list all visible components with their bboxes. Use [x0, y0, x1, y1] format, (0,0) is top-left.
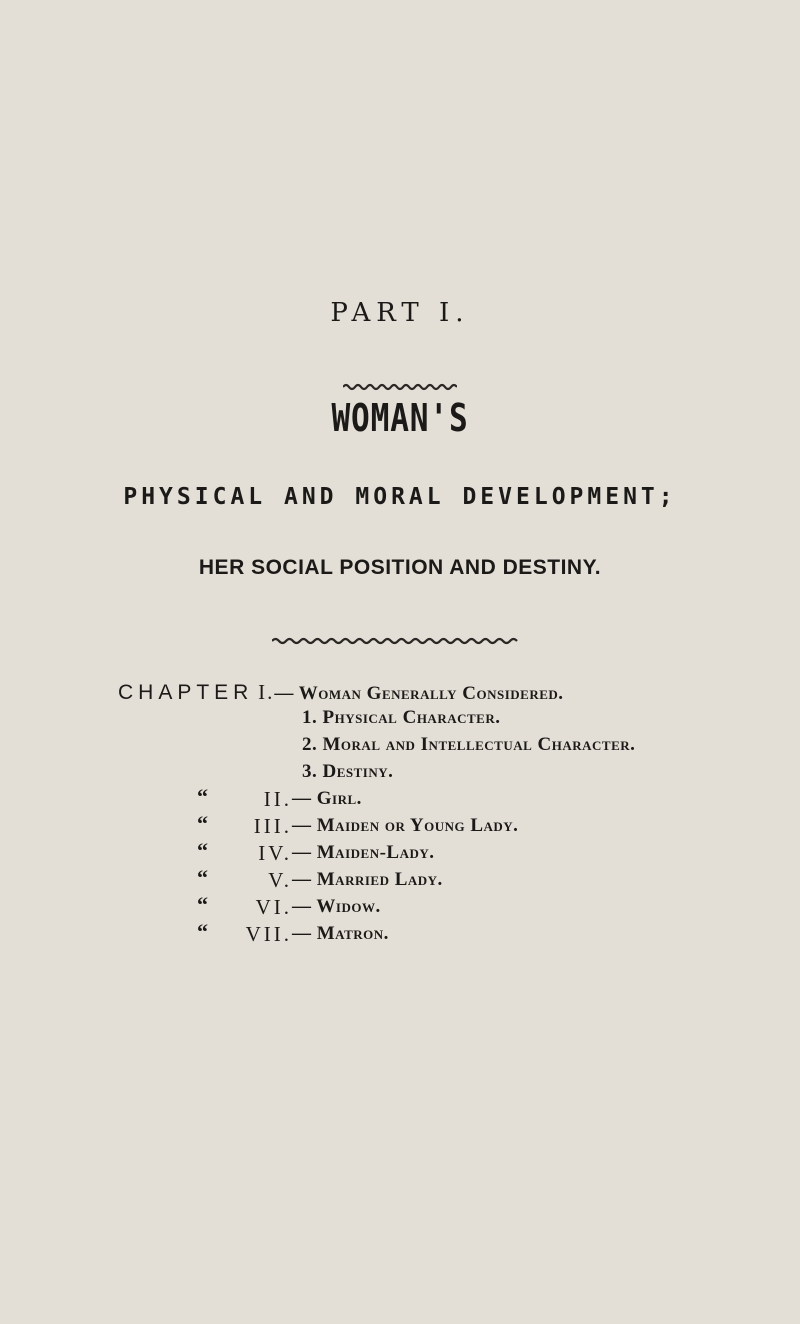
ditto-mark: “ — [197, 811, 208, 836]
chapter-1-title: — Woman Generally Considered. — [274, 683, 564, 704]
chapter-7-numeral: VII. — [245, 922, 292, 946]
toc-section-3: 3. Destiny. — [302, 761, 394, 782]
chapter-3-numeral: III. — [253, 814, 292, 838]
chapter-2-numeral: II. — [263, 787, 292, 811]
toc-section-2: 2. Moral and Intellectual Character. — [302, 734, 636, 755]
chapter-6-numeral: VI. — [255, 895, 292, 919]
chapter-5-numeral: V. — [268, 868, 292, 892]
toc-chapter-1 — [118, 680, 564, 705]
main-title: WOMAN'S — [331, 396, 469, 440]
chapter-4-title: — Maiden-Lady. — [292, 842, 435, 863]
part-heading: PART I. — [330, 298, 470, 328]
chapter-word: CHAPTER — [118, 681, 254, 704]
subtitle-line-2: HER SOCIAL POSITION AND DESTINY. — [198, 556, 602, 579]
subtitle-line-1: PHYSICAL AND MORAL DEVELOPMENT; — [123, 484, 677, 510]
ditto-mark: “ — [197, 784, 208, 809]
toc-section-1: 1. Physical Character. — [302, 707, 501, 728]
chapter-7-title: — Matron. — [292, 923, 389, 944]
chapter-3-title: — Maiden or Young Lady. — [292, 815, 519, 836]
ditto-mark: “ — [197, 919, 208, 944]
chapter-4-numeral: IV. — [258, 841, 292, 865]
long-wavy-rule — [272, 636, 520, 646]
ditto-mark: “ — [197, 838, 208, 863]
chapter-2-title: — Girl. — [292, 788, 362, 809]
chapter-5-title: — Married Lady. — [292, 869, 443, 890]
ditto-mark: “ — [197, 892, 208, 917]
chapter-6-title: — Widow. — [292, 896, 381, 917]
short-wavy-rule — [343, 382, 457, 392]
chapter-1-numeral: I. — [258, 680, 275, 704]
ditto-mark: “ — [197, 865, 208, 890]
